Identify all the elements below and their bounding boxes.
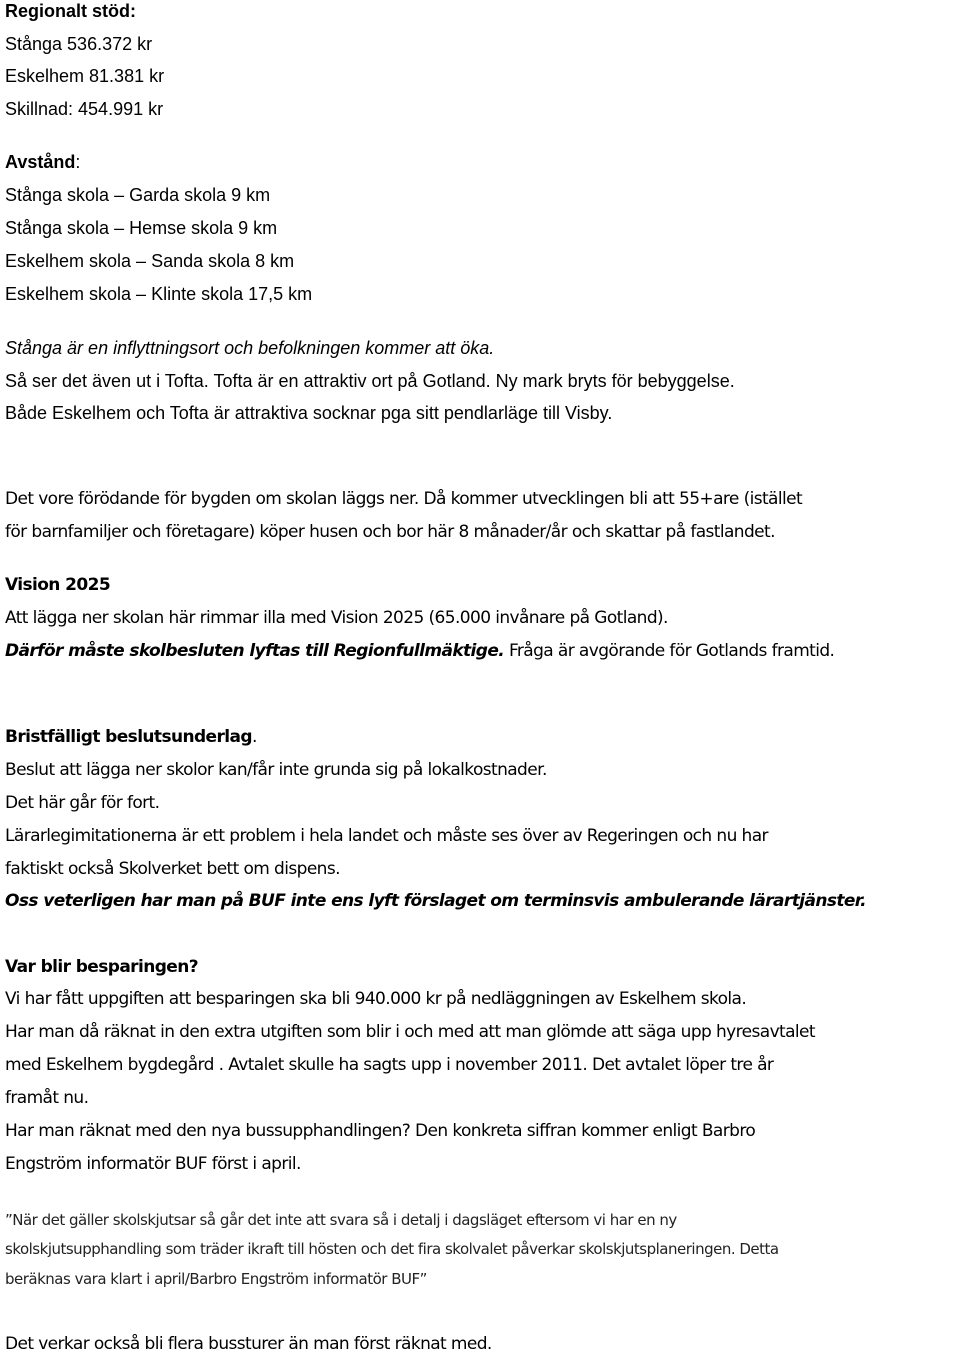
- regionalt-stod-item: Stånga 536.372 kr: [5, 34, 153, 54]
- inflyttning-line: Så ser det även ut i Tofta. Tofta är en attraktiv ort på Gotland. Ny mark bryts för bebyggelse.: [5, 371, 735, 391]
- avstand-item: Eskelhem skola – Sanda skola 8 km: [5, 251, 295, 271]
- bristfalligt-line: Det här går för fort.: [5, 793, 160, 813]
- quote-line: skolskjutsupphandling som träder ikraft till hösten och det fira skolvalet påverkar skolskjutsplaneringen. Detta: [5, 1240, 779, 1258]
- closing-line: Det verkar också bli flera bussturer än man först räknat med.: [5, 1334, 492, 1354]
- regionalt-stod-item: Eskelhem 81.381 kr: [5, 66, 165, 86]
- forodande-line: för barnfamiljer och företagare) köper husen och bor här 8 månader/år och skattar på fastlandet.: [5, 522, 775, 542]
- besparing-line: framåt nu.: [5, 1088, 89, 1108]
- avstand-item: Stånga skola – Garda skola 9 km: [5, 185, 271, 205]
- regionalt-stod-item: Skillnad: 454.991 kr: [5, 99, 164, 119]
- avstand-heading: Avstånd: [5, 152, 76, 172]
- besparing-line: Har man då räknat in den extra utgiften som blir i och med att man glömde att säga upp hyresavtalet: [5, 1022, 815, 1042]
- avstand-heading-line: [5, 151, 80, 173]
- bristfalligt-emphasis: Oss veterligen har man på BUF inte ens lyft förslaget om terminsvis ambulerande lärartjänster.: [5, 891, 867, 911]
- besparing-line: med Eskelhem bygdegård . Avtalet skulle ha sagts upp i november 2011. Det avtalet löper tre år: [5, 1055, 774, 1075]
- besparing-line: Vi har fått uppgiften att besparingen ska bli 940.000 kr på nedläggningen av Eskelhem skola.: [5, 989, 747, 1009]
- vision-emphasis-tail: Fråga är avgörande för Gotlands framtid.: [504, 641, 835, 661]
- besparing-line: Engström informatör BUF först i april.: [5, 1154, 301, 1174]
- bristfalligt-line: Lärarlegimitationerna är ett problem i hela landet och måste ses över av Regeringen och nu har: [5, 826, 768, 846]
- vision-emphasis: Därför måste skolbesluten lyftas till Regionfullmäktige.: [5, 641, 505, 661]
- bristfalligt-line: faktiskt också Skolverket bett om dispens.: [5, 859, 340, 879]
- avstand-heading-suffix: :: [75, 152, 81, 172]
- quote-line: beräknas vara klart i april/Barbro Engström informatör BUF”: [5, 1270, 427, 1288]
- vision-emphasis-line: [5, 640, 834, 662]
- vision-heading: Vision 2025: [5, 575, 111, 595]
- inflyttning-italic-line: Stånga är en inflyttningsort och befolkningen kommer att öka.: [5, 338, 495, 358]
- inflyttning-line: Både Eskelhem och Tofta är attraktiva socknar pga sitt pendlarläge till Visby.: [5, 403, 613, 423]
- besparing-line: Har man räknat med den nya bussupphandlingen? Den konkreta siffran kommer enligt Barbro: [5, 1121, 756, 1141]
- bristfalligt-line: Beslut att lägga ner skolor kan/får inte grunda sig på lokalkostnader.: [5, 760, 547, 780]
- vision-line: Att lägga ner skolan här rimmar illa med Vision 2025 (65.000 invånare på Gotland).: [5, 608, 668, 628]
- forodande-line: Det vore förödande för bygden om skolan läggs ner. Då kommer utvecklingen bli att 55+are (istället: [5, 489, 803, 509]
- bristfalligt-heading: Bristfälligt beslutsunderlag: [5, 727, 252, 747]
- besparing-heading: Var blir besparingen?: [5, 957, 198, 977]
- regionalt-stod-heading: Regionalt stöd:: [5, 1, 136, 21]
- avstand-item: Eskelhem skola – Klinte skola 17,5 km: [5, 284, 313, 304]
- bristfalligt-heading-tail: .: [251, 727, 257, 747]
- avstand-item: Stånga skola – Hemse skola 9 km: [5, 218, 278, 238]
- quote-line: ”När det gäller skolskjutsar så går det inte att svara så i detalj i dagsläget eftersom vi har en ny: [5, 1211, 677, 1229]
- bristfalligt-heading-line: [5, 726, 257, 748]
